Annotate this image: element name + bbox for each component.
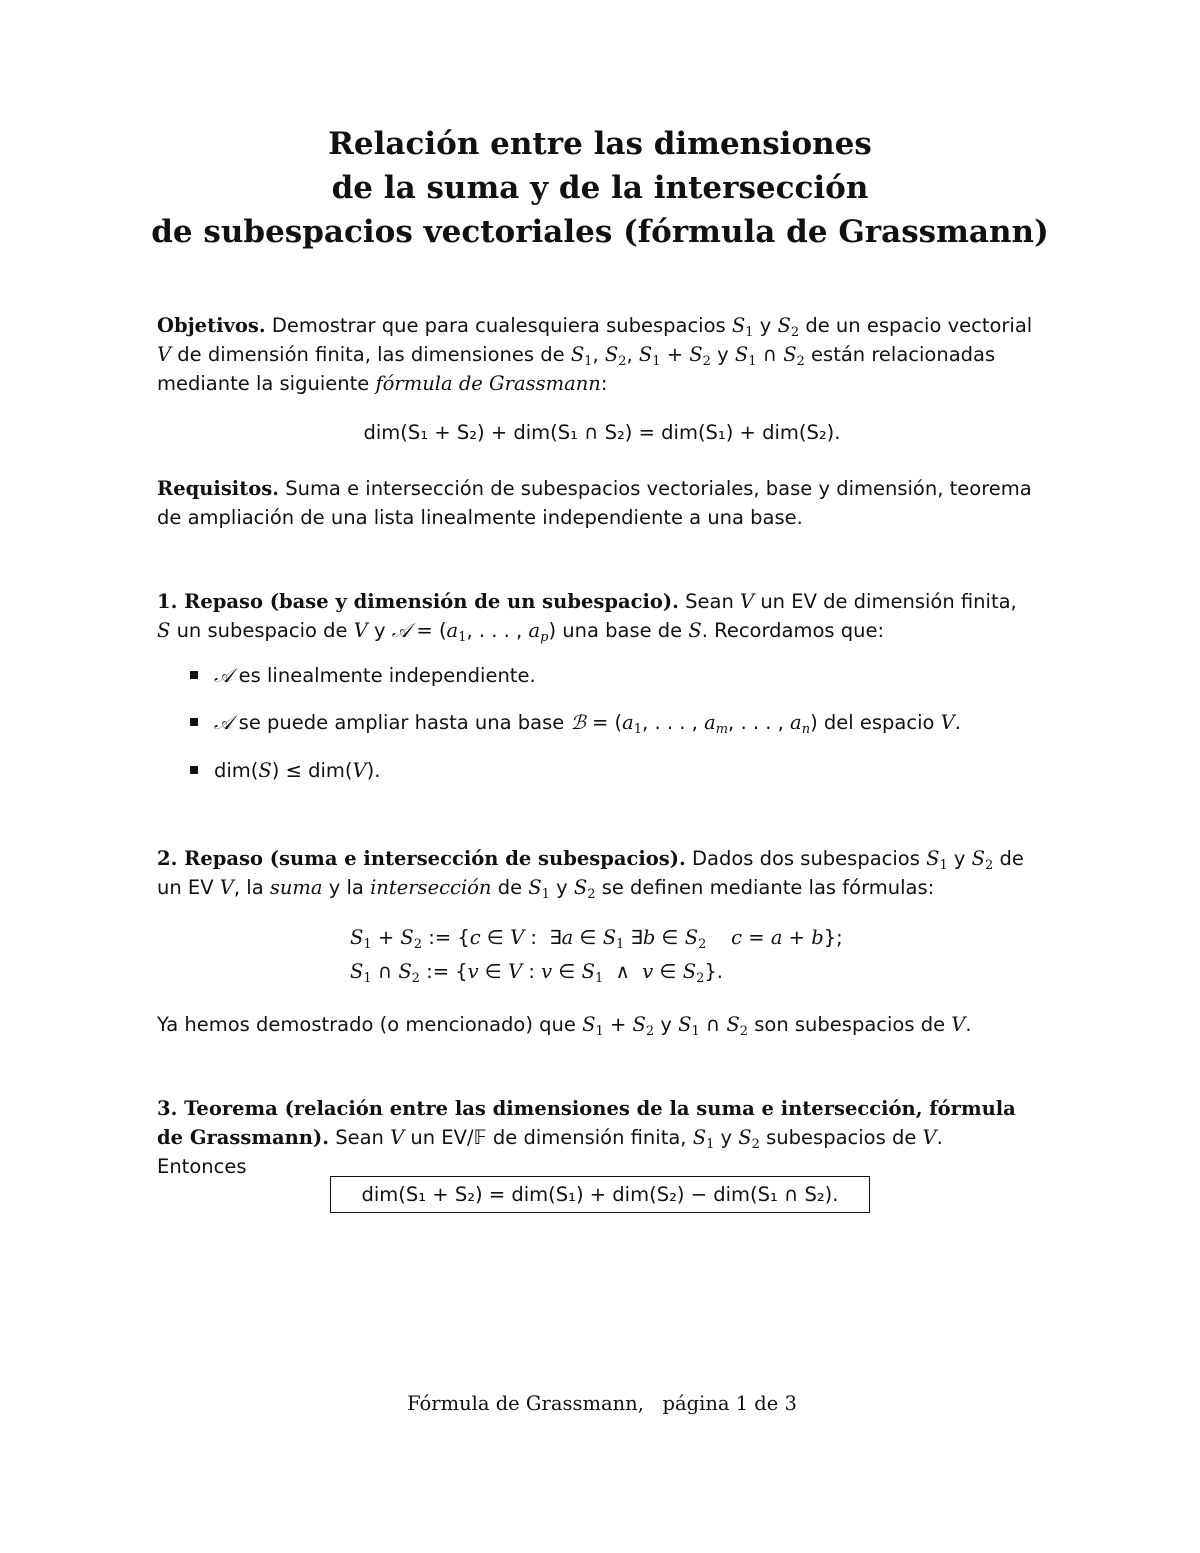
section-2-text-1: Dados dos subespacios xyxy=(691,847,920,870)
requisitos-heading: Requisitos. xyxy=(157,477,279,500)
objetivos-text-3: de dimensión finita, las dimensiones de xyxy=(177,343,565,366)
section-3-text-2: un EV/𝔽 de dimensión finita, xyxy=(410,1126,687,1149)
section-3-paragraph: 3. Teorema (relación entre las dimensiones de la suma e intersección, fórmula de Grassmann). Sean V un EV/𝔽 de dimensión finita, $S_1$ y $S_2$ subespacios de V. Entonces xyxy=(157,1094,1047,1181)
section-3-heading-2: de Grassmann). xyxy=(157,1126,329,1149)
section-2-text-6: de xyxy=(497,876,523,899)
objetivos-paragraph: Objetivos. Demostrar que para cualesquiera subespacios $S_1$ y $S_2$ de un espacio vectorial V de dimensión finita, las dimensiones de $S_1$, $S_2$, $S_1 + S_2$ y $S_1$ ∩ $S_2$ están relacionadas mediante la siguiente fórmula de Grassmann: xyxy=(157,314,1033,395)
grassmann-formula-box: dim(S₁ + S₂) = dim(S₁) + dim(S₂) − dim(S₁ ∩ S₂). xyxy=(330,1176,870,1213)
list-item: 𝒜 es linealmente independiente. xyxy=(190,664,536,687)
title-line-2: de la suma y de la intersección xyxy=(331,170,869,206)
section-1-text-3: un subespacio de xyxy=(176,619,348,642)
section-1-heading: 1. Repaso (base y dimensión de un subespacio). xyxy=(157,590,679,613)
bullet-square-icon xyxy=(190,766,198,774)
section-3-text-1: Sean xyxy=(335,1126,384,1149)
bullet-square-icon xyxy=(190,671,198,679)
list-item: dim(S) ≤ dim(V). xyxy=(190,759,380,782)
section-1-text-2: un EV de dimensión finita, xyxy=(760,590,1017,613)
section-3-text-4: Entonces xyxy=(157,1155,247,1178)
objetivos-formula: dim(S₁ + S₂) + dim(S₁ ∩ S₂) = dim(S₁) + dim(S₂). xyxy=(363,421,841,444)
section-1-text-5: Recordamos que: xyxy=(714,619,885,642)
section-1-text-1: Sean xyxy=(685,590,734,613)
list-item: 𝒜 se puede ampliar hasta una base ℬ = ($a_1$, . . . , $a_m$, . . . , $a_n$) del espacio V. xyxy=(190,711,961,734)
objetivos-text-4: están relacionadas xyxy=(811,343,996,366)
section-2-closing: Ya hemos demostrado (o mencionado) que $S_1 + S_2$ y $S_1$ ∩ $S_2$ son subespacios de V. xyxy=(157,1013,972,1039)
section-2-text-2: de xyxy=(999,847,1024,870)
section-2-heading: 2. Repaso (suma e intersección de subespacios). xyxy=(157,847,686,870)
objetivos-text-1: Demostrar que para cualesquiera subespacios xyxy=(271,314,726,337)
objetivos-heading: Objetivos. xyxy=(157,314,266,337)
section-2-text-3: un EV xyxy=(157,876,214,899)
section-1-text-4: una base de xyxy=(562,619,683,642)
section-2-text-4: la xyxy=(246,876,264,899)
sum-definition: $S_1 + S_2$ := {c ∈ V : ∃a ∈ $S_1$ ∃b ∈ $S_2$ c = a + b}; xyxy=(350,926,843,952)
section-2-text-5: y la xyxy=(328,876,364,899)
requisitos-line-2: de ampliación de una lista linealmente independiente a una base. xyxy=(157,506,803,529)
section-2-closing-text-1: Ya hemos demostrado (o mencionado) que xyxy=(157,1013,576,1036)
intersection-definition: $S_1$ ∩ $S_2$ := {v ∈ V : v ∈ $S_1$ ∧ v ∈ $S_2$}. xyxy=(350,960,723,986)
requisitos-paragraph xyxy=(157,474,1047,532)
section-3-text-3: subespacios de xyxy=(766,1126,917,1149)
section-2-closing-text-2: son subespacios de xyxy=(754,1013,946,1036)
bullet-text-1: es linealmente independiente. xyxy=(238,664,536,687)
section-1-paragraph: 1. Repaso (base y dimensión de un subespacio). Sean V un EV de dimensión finita, S un subespacio de V y 𝒜 = ($a_1$, . . . , $a_p$) una base de S. Recordamos que: xyxy=(157,590,1017,645)
section-3-heading: 3. Teorema (relación entre las dimensiones de la suma e intersección, fórmula xyxy=(157,1097,1016,1120)
section-2-text-7: se definen mediante las fórmulas: xyxy=(601,876,935,899)
objetivos-formula-name: fórmula de Grassmann xyxy=(375,372,601,395)
title-line-3: de subespacios vectoriales (fórmula de Grassmann) xyxy=(151,214,1049,250)
requisitos-line-1: Suma e intersección de subespacios vectoriales, base y dimensión, teorema xyxy=(285,477,1032,500)
bullet-square-icon xyxy=(190,718,198,726)
bullet-text-2: se puede ampliar hasta una base xyxy=(238,711,565,734)
document-title xyxy=(100,122,1100,254)
page-footer: Fórmula de Grassmann, página 1 de 3 xyxy=(407,1392,797,1415)
section-2-interseccion: intersección xyxy=(370,876,492,899)
title-line-1: Relación entre las dimensiones xyxy=(328,126,872,162)
objetivos-text-5: mediante la siguiente xyxy=(157,372,370,395)
objetivos-text-2: de un espacio vectorial xyxy=(805,314,1033,337)
bullet-text-3: del espacio xyxy=(823,711,935,734)
section-2-paragraph: 2. Repaso (suma e intersección de subespacios). Dados dos subespacios $S_1$ y $S_2$ de un EV V, la suma y la intersección de $S_1$ y $S_2$ se definen mediante las fórmulas: xyxy=(157,847,1024,902)
section-2-suma: suma xyxy=(269,876,323,899)
